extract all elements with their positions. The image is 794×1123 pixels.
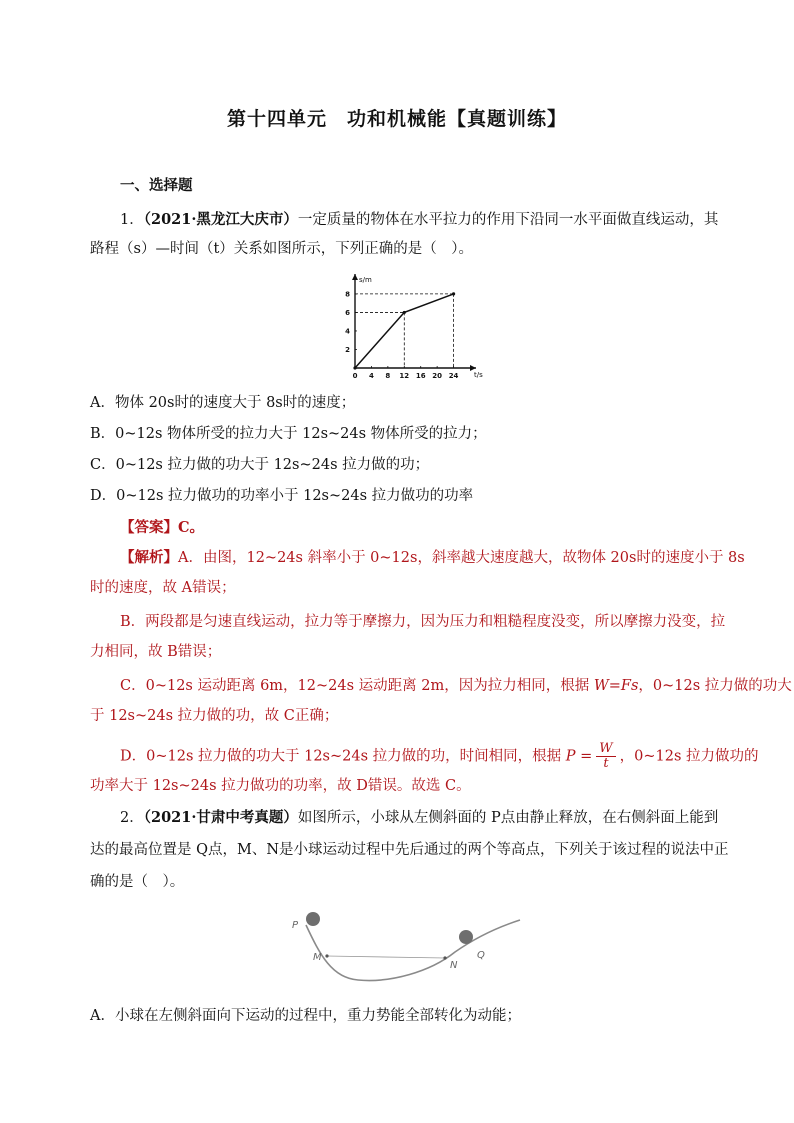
track-curve (306, 920, 520, 980)
y-tick-label: 6 (345, 308, 350, 317)
q1-analysis-a1: 【解析】A．由图，12~24s 斜率小于 0~12s，斜率越大速度越大，故物体 20s时的速度小于 8s (120, 549, 745, 566)
q1-analysis-b1: B．两段都是匀速直线运动，拉力等于摩擦力，因为压力和粗糙程度没变，所以摩擦力没变，拉 (120, 614, 726, 630)
distance-time-chart (325, 268, 485, 388)
ball-at-q (459, 930, 473, 944)
y-axis-label: s/m (359, 276, 372, 284)
formula-power-fraction: $\frac{W}{t}$ (596, 742, 615, 771)
q1-option-c: C．0~12s 拉力做的功大于 12s~24s 拉力做的功； (90, 457, 430, 473)
y-tick-label: 8 (345, 290, 350, 299)
q1-answer: 【答案】C。 (120, 519, 205, 536)
label-n: N (450, 960, 458, 971)
q1-option-b: B．0~12s 物体所受的拉力大于 12s~24s 物体所受的拉力； (90, 426, 487, 442)
x-tick-label: 24 (448, 372, 459, 380)
y-axis-arrow (352, 274, 358, 280)
data-point (353, 366, 356, 369)
x-tick-label: 12 (399, 372, 410, 380)
series-line (355, 294, 454, 368)
label-m: M (313, 952, 322, 963)
q1-analysis-d2: 功率大于 12s~24s 拉力做功的功率，故 D错误。故选 C。 (90, 778, 471, 794)
y-tick-label: 4 (345, 327, 350, 336)
q2-stem-line2: 达的最高位置是 Q点，M、N是小球运动过程中先后通过的两个等高点，下列关于该过程的说法中正 (90, 842, 729, 858)
q1-analysis-d1: D．0~12s 拉力做的功大于 12s~24s 拉力做的功，时间相同，根据 P = $\frac{W}{t}$ ，0~12s 拉力做功的 (120, 741, 759, 771)
q1-stem-line2: 路程（s）—时间（t）关系如图所示，下列正确的是（ ）。 (90, 241, 474, 257)
q2-stem-line3: 确的是（ ）。 (90, 874, 185, 890)
point-m (325, 954, 328, 957)
q1-analysis-a2: 时的速度，故 A错误； (90, 580, 236, 596)
data-point (403, 311, 406, 314)
q1-stem-line1: 1．（2021·黑龙江大庆市）一定质量的物体在水平拉力的作用下沿同一水平面做直线运动，其 (120, 211, 719, 228)
ball-at-p (306, 912, 320, 926)
page-title: 第十四单元 功和机械能【真题训练】 (226, 108, 567, 130)
q2-option-a: A．小球在左侧斜面向下运动的过程中，重力势能全部转化为动能； (90, 1008, 521, 1024)
formula-power-symbol: P (565, 748, 576, 765)
x-tick-label: 8 (385, 372, 391, 380)
x-tick-label: 4 (368, 372, 374, 380)
section-heading: 一、选择题 (120, 177, 193, 194)
q1-option-a: A．物体 20s时的速度大于 8s时的速度； (90, 395, 356, 411)
label-q: Q (477, 950, 485, 961)
q1-analysis-b2: 力相同，故 B错误； (90, 644, 222, 660)
x-tick-label: 16 (415, 372, 426, 380)
q2-stem-line1: 2．（2021·甘肃中考真题）如图所示，小球从左侧斜面的 P点由静止释放，在右侧斜面上能到 (120, 809, 719, 826)
q1-analysis-c2: 于 12s~24s 拉力做的功，故 C正确； (90, 708, 339, 724)
point-n (443, 956, 446, 959)
mn-level-line (327, 956, 445, 958)
y-tick-label: 2 (345, 345, 350, 354)
q1-option-d: D．0~12s 拉力做功的功率小于 12s~24s 拉力做功的功率 (90, 488, 474, 504)
ramp-ball-figure (280, 900, 530, 990)
q1-analysis-c1: C．0~12s 运动距离 6m，12~24s 运动距离 2m，因为拉力相同，根据 W=Fs，0~12s 拉力做的功大 (120, 678, 792, 694)
label-p: P (292, 920, 299, 931)
data-point (452, 292, 455, 295)
formula-work: W=Fs (593, 678, 639, 694)
x-tick-label: 0 (352, 372, 358, 380)
x-axis-label: t/s (474, 371, 483, 379)
x-tick-label: 20 (432, 372, 443, 380)
